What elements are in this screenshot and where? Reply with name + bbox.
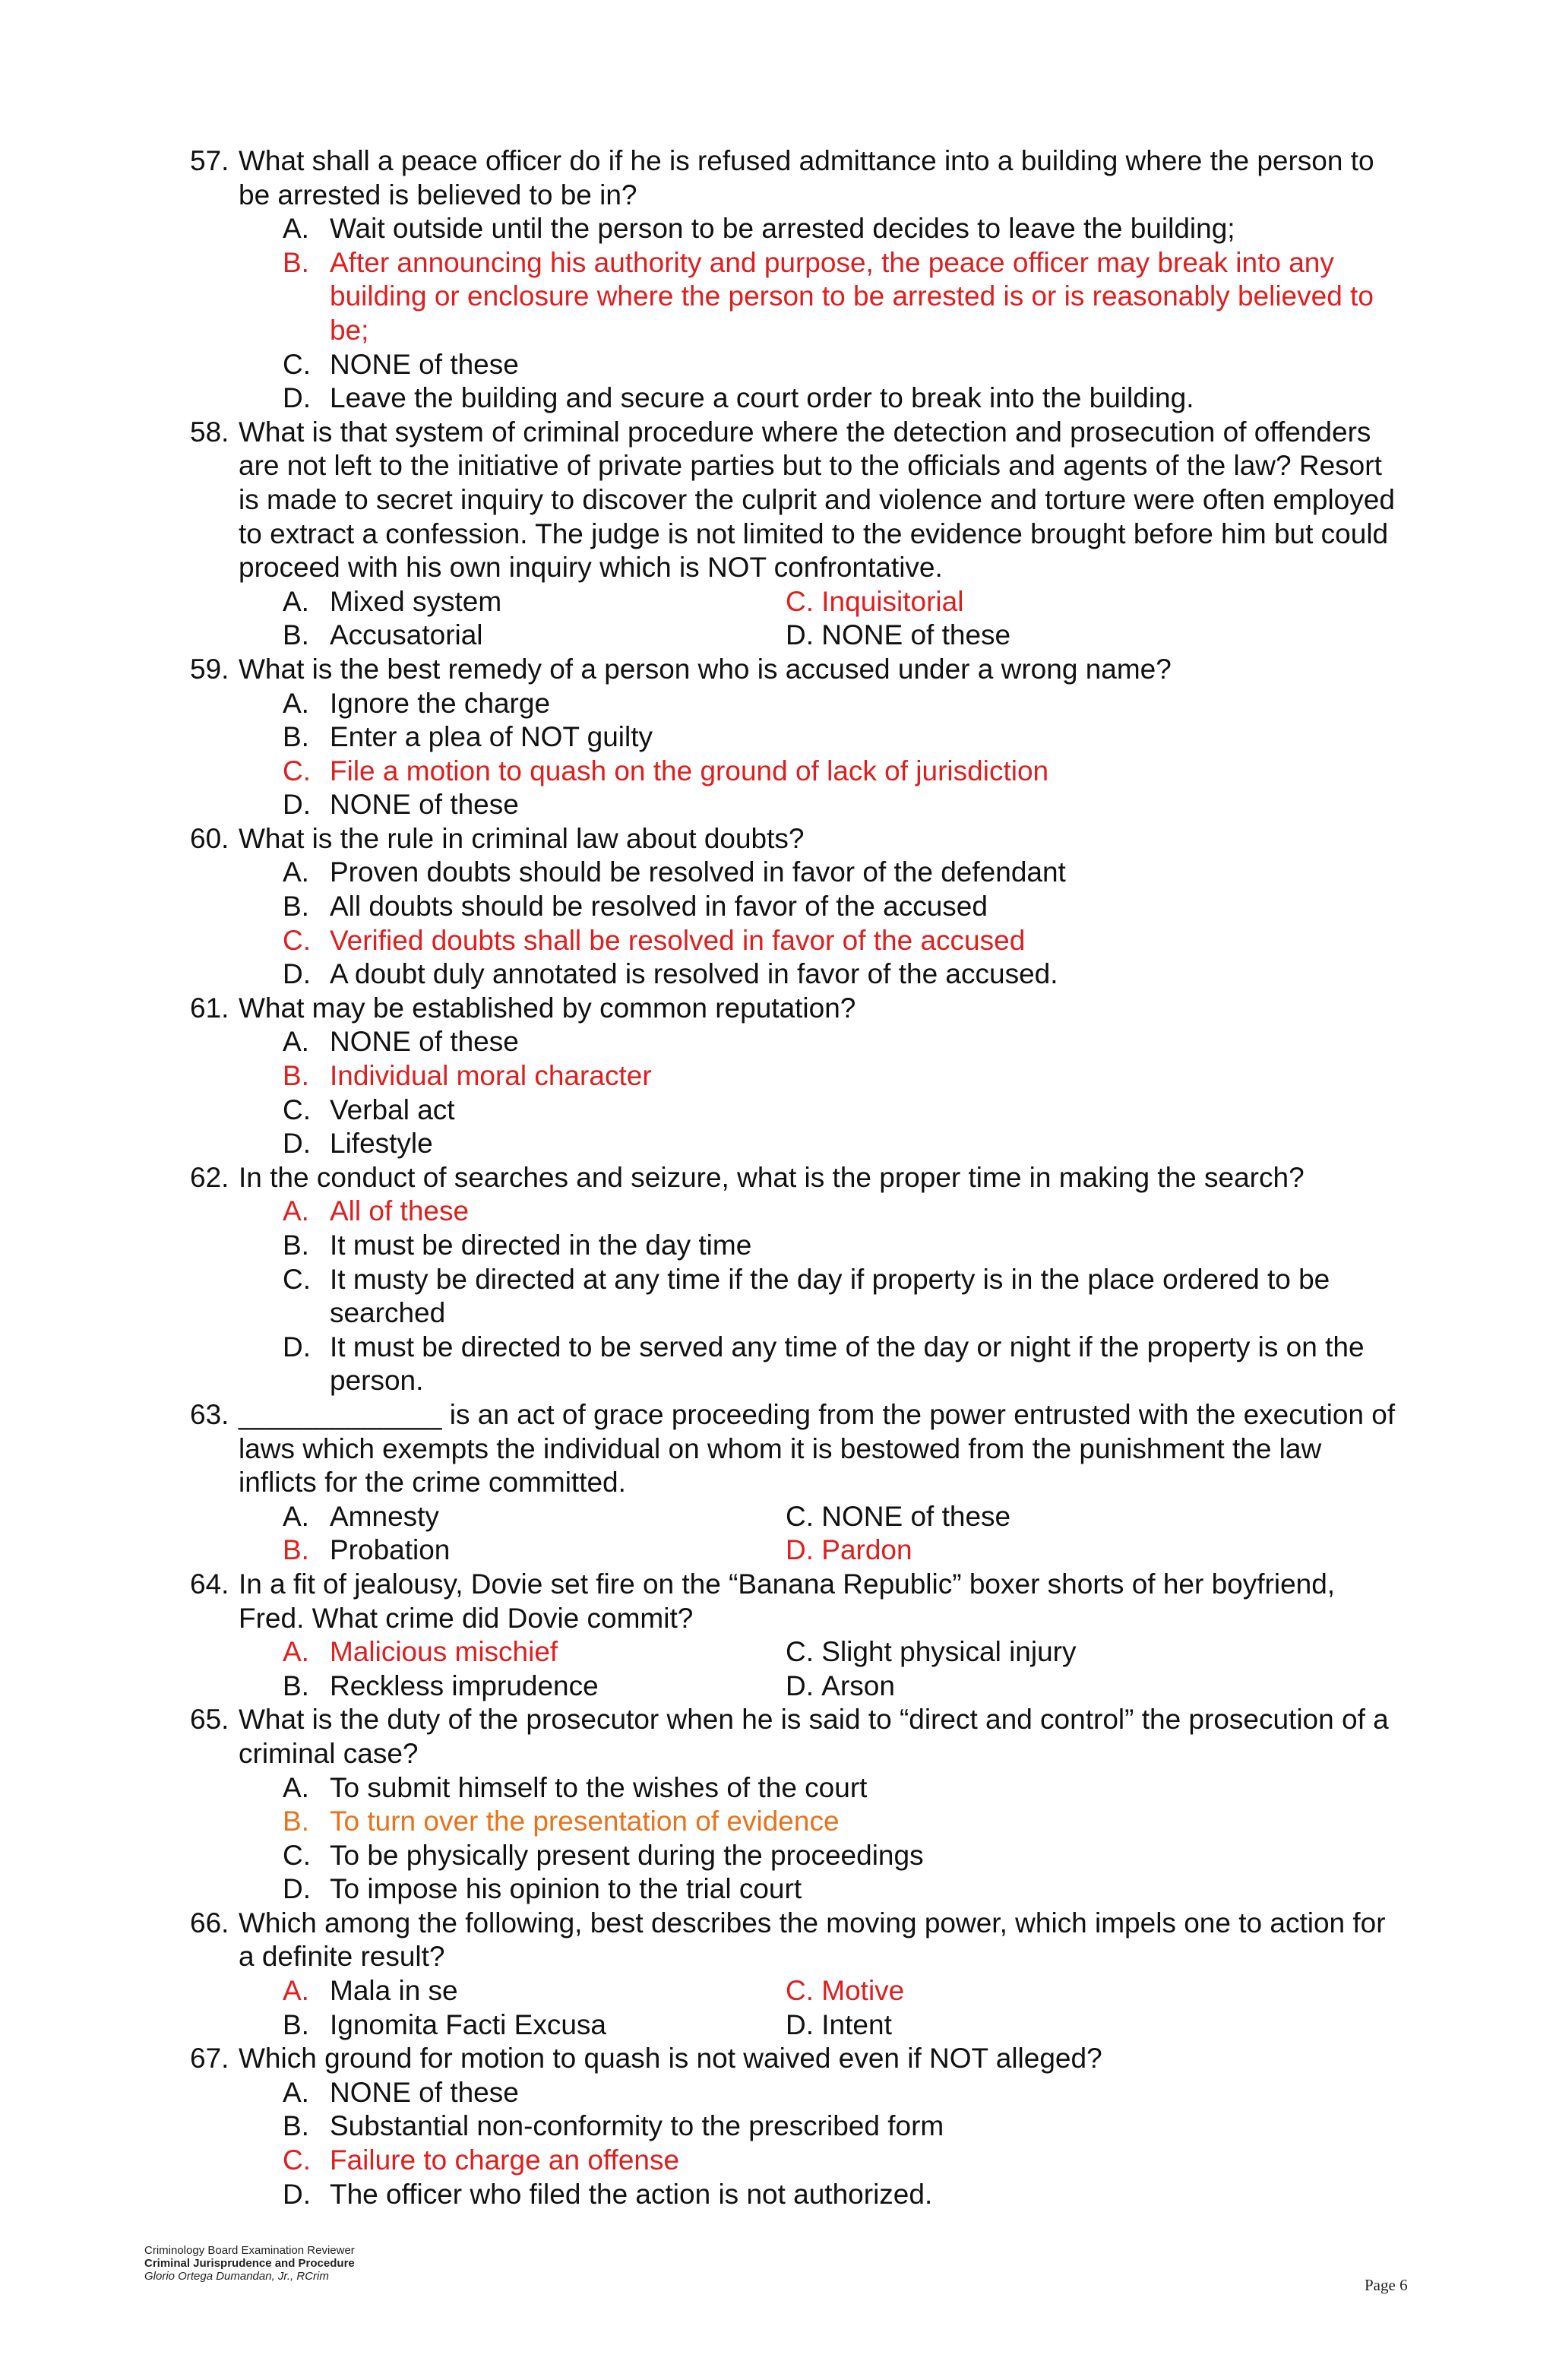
answer-option-row: [283, 2008, 1406, 2043]
question-text-line: laws which exempts the individual on whom it is bestowed from the punishment the law: [239, 1432, 1322, 1464]
answer-option-row: [283, 619, 1406, 653]
question-text-line: are not left to the initiative of private parties but to the officials and agents of the law? Resort: [239, 450, 1382, 482]
answer-option: [283, 1025, 1406, 1059]
question-text: [239, 653, 1406, 687]
option-letter: D.: [786, 619, 814, 651]
answer-option: [283, 788, 1406, 822]
option-letter: B.: [283, 2110, 309, 2142]
answer-option: [283, 924, 1406, 958]
option-letter: D.: [283, 1128, 311, 1160]
option-text: Slight physical injury: [821, 1636, 1077, 1668]
question-stem: [190, 2042, 1406, 2076]
option-text: After announcing his authority and purpose, the peace officer may break into any building or enclosure where the person to be arrested is or is reasonably believed to be;: [330, 246, 1374, 346]
option-text: Pardon: [821, 1534, 912, 1566]
question-text: [239, 416, 1406, 585]
answer-option: [283, 890, 1406, 924]
option-letter: D.: [283, 2178, 311, 2210]
option-text: Leave the building and secure a court order to break into the building.: [330, 382, 1194, 414]
option-text: Verbal act: [330, 1093, 455, 1125]
option-letter: D.: [283, 1873, 311, 1905]
question-text-line: In the conduct of searches and seizure, what is the proper time in making the search?: [239, 1161, 1305, 1193]
option-text: Motive: [821, 1975, 905, 2007]
answer-option: [786, 1533, 912, 1568]
option-text: NONE of these: [330, 2076, 519, 2108]
option-text: File a motion to quash on the ground of lack of jurisdiction: [330, 755, 1049, 786]
answer-option: [283, 957, 1406, 992]
answer-option: [283, 720, 1406, 755]
answer-option: [283, 1127, 1406, 1161]
option-text: To impose his opinion to the trial court: [330, 1873, 802, 1905]
question-item: [190, 1161, 1406, 1398]
answer-option: [283, 619, 786, 653]
answer-option: [283, 1839, 1406, 1873]
option-text: Wait outside until the person to be arrested decides to leave the building;: [330, 213, 1235, 245]
option-letter: D.: [786, 1669, 814, 1701]
answer-option: [283, 755, 1406, 789]
question-list: [190, 144, 1406, 2211]
option-letter: C.: [786, 1636, 814, 1668]
option-text: Malicious mischief: [330, 1636, 558, 1668]
answer-option: [283, 1805, 1406, 1839]
option-letter: C.: [283, 348, 311, 380]
question-number: 65.: [190, 1704, 229, 1736]
answer-option: [283, 1669, 786, 1704]
question-text-line: What is the rule in criminal law about doubts?: [239, 822, 805, 854]
answer-option-row: [283, 585, 1406, 619]
option-letter: A.: [283, 1771, 309, 1803]
option-letter: D.: [283, 789, 311, 821]
answer-option: [283, 1263, 1406, 1331]
question-text-line: to extract a confession. The judge is not limited to the evidence brought before him but could: [239, 517, 1389, 549]
option-text: Substantial non-conformity to the prescribed form: [330, 2110, 944, 2142]
question-item: [190, 822, 1406, 992]
answer-option: [283, 348, 1406, 382]
option-letter: C.: [283, 2144, 311, 2176]
option-text: Lifestyle: [330, 1128, 433, 1160]
option-text: Probation: [330, 1534, 451, 1566]
option-text: It musty be directed at any time if the day if property is in the place ordered to be searched: [330, 1263, 1330, 1329]
question-text-line: What is the duty of the prosecutor when he is said to “direct and control” the prosecution of a: [239, 1704, 1389, 1736]
option-text: To turn over the presentation of evidence: [330, 1806, 840, 1837]
question-item: [190, 144, 1406, 416]
option-letter: B.: [283, 891, 309, 923]
question-stem: [190, 144, 1406, 212]
question-stem: [190, 1568, 1406, 1635]
option-letter: A.: [283, 1636, 309, 1668]
option-letter: C.: [283, 1263, 311, 1295]
option-text: Mixed system: [330, 585, 502, 617]
option-text: To submit himself to the wishes of the court: [330, 1771, 868, 1803]
question-number: 61.: [190, 992, 229, 1024]
question-number: 62.: [190, 1161, 229, 1193]
option-letter: A.: [283, 687, 309, 719]
question-stem: [190, 1398, 1406, 1500]
option-letter: D.: [283, 1331, 311, 1362]
footer: [144, 2244, 355, 2283]
question-text-line: What may be established by common reputation?: [239, 992, 856, 1024]
option-text: NONE of these: [330, 348, 519, 380]
option-letter: D.: [283, 382, 311, 414]
answer-option: [786, 585, 963, 619]
option-letter: B.: [283, 1230, 309, 1261]
question-number: 64.: [190, 1568, 229, 1600]
option-text: Enter a plea of NOT guilty: [330, 721, 653, 753]
answer-option: [283, 381, 1406, 416]
answer-option: [283, 1331, 1406, 1398]
option-text: NONE of these: [821, 619, 1011, 651]
option-letter: C.: [283, 924, 311, 956]
question-stem: [190, 1907, 1406, 1974]
answer-option: [283, 212, 1406, 246]
question-number: 63.: [190, 1398, 229, 1430]
option-text: Mala in se: [330, 1975, 458, 2007]
option-text: All of these: [330, 1195, 470, 1227]
question-item: [190, 416, 1406, 653]
option-text: The officer who filed the action is not authorized.: [330, 2178, 933, 2210]
question-text-line: In a fit of jealousy, Dovie set fire on the “Banana Republic” boxer shorts of her boyfriend,: [239, 1568, 1336, 1600]
answer-option: [283, 2109, 1406, 2144]
option-text: A doubt duly annotated is resolved in favor of the accused.: [330, 958, 1058, 990]
question-text-line: criminal case?: [239, 1737, 419, 1769]
question-stem: [190, 822, 1406, 856]
option-letter: A.: [283, 1500, 309, 1532]
question-text-line: Which ground for motion to quash is not waived even if NOT alleged?: [239, 2043, 1102, 2075]
answer-option: [283, 2008, 786, 2043]
option-letter: B.: [283, 1060, 309, 1092]
option-letter: D.: [283, 958, 311, 990]
option-letter: B.: [283, 1806, 309, 1837]
question-text-line: proceed with his own inquiry which is NOT confrontative.: [239, 552, 943, 584]
option-letter: B.: [283, 2008, 309, 2040]
option-letter: C.: [786, 1500, 814, 1532]
option-text: NONE of these: [821, 1500, 1011, 1532]
page-number: Page 6: [1365, 2276, 1408, 2294]
question-number: 60.: [190, 822, 229, 854]
option-letter: B.: [283, 619, 309, 651]
footer-subject: Criminal Jurisprudence and Procedure: [144, 2257, 355, 2270]
option-text: Reckless imprudence: [330, 1669, 599, 1701]
question-text-line: is made to secret inquiry to discover the culprit and violence and torture were often employed: [239, 483, 1395, 515]
question-stem: [190, 992, 1406, 1026]
question-number: 67.: [190, 2043, 229, 2075]
option-text: It must be directed to be served any time of the day or night if the property is on the person.: [330, 1331, 1365, 1397]
option-letter: A.: [283, 585, 309, 617]
option-text: All doubts should be resolved in favor of the accused: [330, 891, 988, 923]
answer-option: [786, 2008, 892, 2043]
question-text-line: Which among the following, best describes the moving power, which impels one to action for: [239, 1907, 1386, 1938]
answer-option: [283, 687, 1406, 721]
question-text: [239, 822, 1406, 856]
option-text: Accusatorial: [330, 619, 483, 651]
question-text-line: _____________ is an act of grace proceeding from the power entrusted with the execution of: [239, 1398, 1396, 1430]
question-text-line: What is the best remedy of a person who is accused under a wrong name?: [239, 653, 1172, 685]
option-text: NONE of these: [330, 1026, 519, 1058]
question-text: [239, 1161, 1406, 1195]
option-letter: D.: [786, 2008, 814, 2040]
option-letter: C.: [283, 755, 311, 786]
answer-option: [786, 1974, 904, 2008]
question-text: [239, 992, 1406, 1026]
option-text: It must be directed in the day time: [330, 1230, 752, 1261]
answer-option: [283, 585, 786, 619]
answer-option-row: [283, 1635, 1406, 1669]
answer-option: [283, 1093, 1406, 1128]
option-text: Ignore the charge: [330, 687, 551, 719]
question-number: 58.: [190, 416, 229, 448]
option-letter: C.: [786, 585, 814, 617]
option-letter: C.: [283, 1839, 311, 1871]
question-item: [190, 1398, 1406, 1568]
answer-option: [283, 1533, 786, 1568]
option-letter: B.: [283, 1534, 309, 1566]
answer-option-row: [283, 1974, 1406, 2008]
option-letter: A.: [283, 1026, 309, 1058]
question-stem: [190, 653, 1406, 687]
option-text: Arson: [821, 1669, 895, 1701]
question-text-line: What shall a peace officer do if he is refused admittance into a building where the person to: [239, 145, 1374, 176]
footer-reviewer-title: Criminology Board Examination Reviewer: [144, 2244, 355, 2257]
option-text: Verified doubts shall be resolved in favor of the accused: [330, 924, 1026, 956]
question-text: [239, 1703, 1406, 1771]
answer-option: [283, 1635, 786, 1669]
answer-option: [283, 1872, 1406, 1907]
answer-option: [283, 1771, 1406, 1806]
question-item: [190, 1907, 1406, 2042]
option-letter: D.: [786, 1534, 814, 1566]
answer-option: [786, 619, 1010, 653]
question-number: 66.: [190, 1907, 229, 1938]
option-letter: A.: [283, 2076, 309, 2108]
option-letter: A.: [283, 856, 309, 888]
question-stem: [190, 1161, 1406, 1195]
answer-option-row: [283, 1500, 1406, 1534]
answer-option: [283, 2076, 1406, 2110]
option-text: To be physically present during the proceedings: [330, 1839, 924, 1871]
option-letter: A.: [283, 1195, 309, 1227]
answer-option: [283, 246, 1406, 348]
option-letter: C.: [786, 1975, 814, 2007]
answer-option: [283, 1974, 786, 2008]
answer-option: [786, 1669, 895, 1704]
question-text: [239, 2042, 1406, 2076]
question-text: [239, 1568, 1406, 1635]
answer-option: [786, 1635, 1077, 1669]
question-text-line: Fred. What crime did Dovie commit?: [239, 1602, 694, 1634]
answer-option: [283, 1195, 1406, 1229]
question-item: [190, 1703, 1406, 1907]
option-text: Failure to charge an offense: [330, 2144, 680, 2176]
question-text: [239, 144, 1406, 212]
option-letter: A.: [283, 213, 309, 245]
option-text: Intent: [821, 2008, 892, 2040]
option-letter: B.: [283, 246, 309, 278]
answer-option: [283, 856, 1406, 890]
option-text: Proven doubts should be resolved in favor of the defendant: [330, 856, 1066, 888]
question-text-line: a definite result?: [239, 1941, 445, 1973]
answer-option-row: [283, 1669, 1406, 1704]
question-number: 57.: [190, 145, 229, 176]
question-item: [190, 653, 1406, 822]
question-text: [239, 1907, 1406, 1974]
answer-option: [283, 2144, 1406, 2178]
option-text: Ignomita Facti Excusa: [330, 2008, 606, 2040]
option-letter: A.: [283, 1975, 309, 2007]
option-text: Amnesty: [330, 1500, 439, 1532]
question-stem: [190, 416, 1406, 585]
question-text-line: inflicts for the crime committed.: [239, 1467, 626, 1499]
answer-option: [283, 1229, 1406, 1263]
question-text-line: What is that system of criminal procedure where the detection and prosecution of offenders: [239, 416, 1371, 448]
option-text: NONE of these: [330, 789, 519, 821]
option-text: Individual moral character: [330, 1060, 652, 1092]
question-item: [190, 1568, 1406, 1703]
footer-author: Glorio Ortega Dumandan, Jr., RCrim: [144, 2270, 329, 2283]
answer-option-row: [283, 1533, 1406, 1568]
answer-option: [786, 1500, 1010, 1534]
question-number: 59.: [190, 653, 229, 685]
question-item: [190, 992, 1406, 1161]
question-item: [190, 2042, 1406, 2211]
option-letter: B.: [283, 721, 309, 753]
answer-option: [283, 1500, 786, 1534]
option-text: Inquisitorial: [821, 585, 964, 617]
answer-option: [283, 1059, 1406, 1093]
option-letter: B.: [283, 1669, 309, 1701]
option-letter: C.: [283, 1093, 311, 1125]
question-text: [239, 1398, 1406, 1500]
answer-option: [283, 2178, 1406, 2212]
question-text-line: be arrested is believed to be in?: [239, 179, 637, 210]
question-stem: [190, 1703, 1406, 1771]
